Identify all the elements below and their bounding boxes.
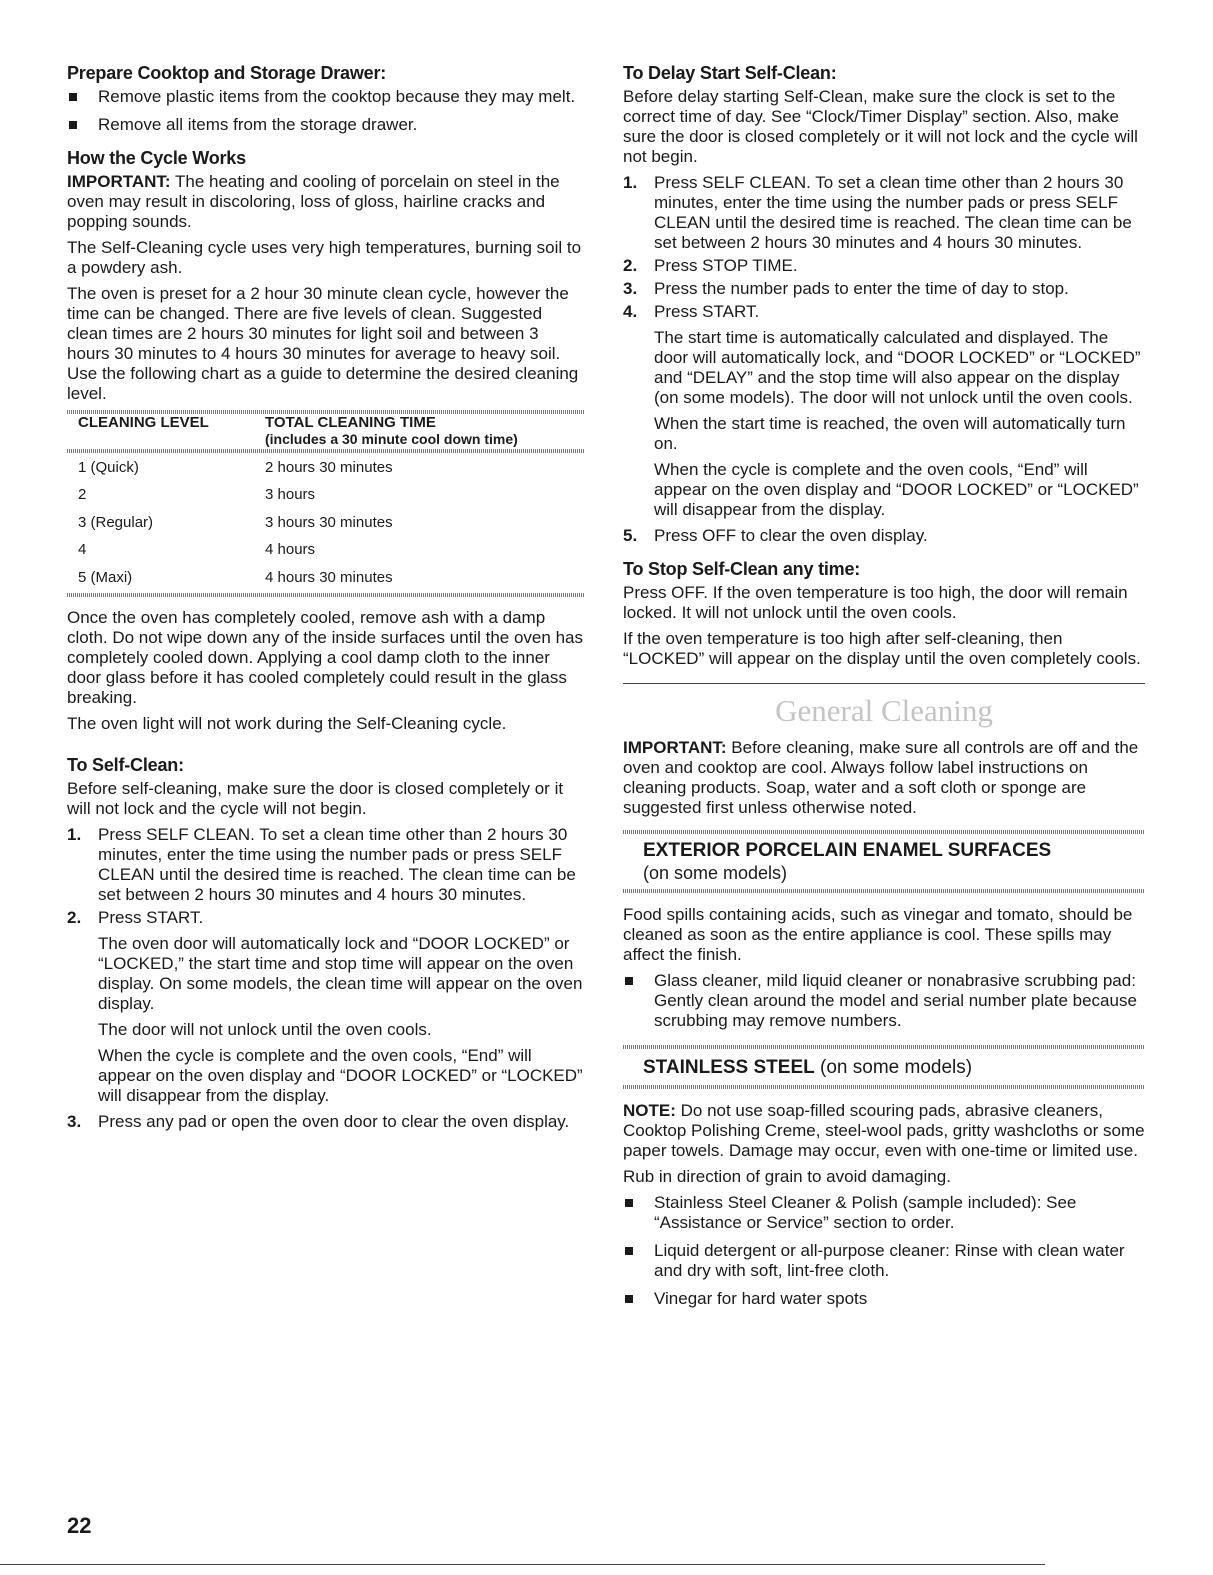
step-number: 4.	[623, 302, 638, 321]
prep-heading: Prepare Cooktop and Storage Drawer:	[67, 63, 387, 83]
step-text: Press SELF CLEAN. To set a clean time other than 2 hours 30 minutes, enter the time using the number pads or press SELF CLEAN until the desired time is reached. The clean time can be set between 2 hours 30 minutes and 4 hours 30 minutes.	[98, 824, 576, 904]
footer-rule	[0, 1564, 1045, 1565]
table-cell: 5 (Maxi)	[78, 568, 133, 586]
step-number: 2.	[623, 256, 638, 275]
bullet-square-icon	[625, 1199, 633, 1207]
table-cell: 4 hours	[265, 541, 316, 559]
step-text: Press START.	[98, 907, 204, 927]
prep-list	[67, 87, 585, 135]
note-text: Do not use soap-filled scouring pads, abrasive cleaners, Cooktop Polishing Creme, steel-wool pads, gritty washcloths or some paper towels. Damage may occur, even with one-time or limited use.	[623, 1101, 1145, 1160]
stop-heading: To Stop Self-Clean any time:	[623, 559, 861, 579]
step-item	[67, 825, 585, 905]
step-item	[623, 279, 1145, 299]
delay-heading: To Delay Start Self-Clean:	[623, 63, 837, 83]
step-number: 1.	[67, 824, 82, 844]
stainless-heading-note: (on some models)	[814, 1057, 973, 1078]
general-important	[623, 738, 1145, 818]
table-row	[67, 537, 585, 565]
after-paragraph: The oven light will not work during the Self-Cleaning cycle.	[67, 713, 507, 733]
stainless-bottom-rule	[623, 1085, 1145, 1089]
important-label: IMPORTANT:	[623, 738, 727, 757]
step-number: 5.	[623, 526, 638, 545]
important-label: IMPORTANT:	[67, 172, 171, 191]
cleaning-level-table	[67, 414, 585, 598]
stainless-note	[623, 1101, 1145, 1161]
step-detail: When the start time is reached, the oven will automatically turn on.	[654, 414, 1126, 453]
cycle-paragraph: The Self-Cleaning cycle uses very high temperatures, burning soil to a powdery ash.	[67, 238, 582, 277]
porcelain-list	[623, 971, 1145, 1031]
column-header-level: CLEANING LEVEL	[78, 414, 209, 431]
step-item	[623, 256, 1145, 276]
bullet-square-icon	[69, 121, 77, 129]
table-row	[67, 509, 585, 537]
step-item	[623, 526, 1145, 546]
list-item-text: Remove plastic items from the cooktop because they may melt.	[98, 87, 576, 106]
list-item	[67, 115, 585, 135]
porcelain-subheading: (on some models)	[643, 863, 788, 883]
list-item-text: Vinegar for hard water spots	[654, 1289, 868, 1308]
step-text: Press START.	[654, 302, 760, 321]
step-detail: When the cycle is complete and the oven cools, “End” will appear on the oven display and “DOOR LOCKED” or “LOCKED” will disappear from the display.	[654, 460, 1139, 519]
porcelain-heading: EXTERIOR PORCELAIN ENAMEL SURFACES	[643, 840, 1052, 861]
step-item	[623, 302, 1145, 520]
cycle-important	[67, 172, 585, 232]
important-text: Before cleaning, make sure all controls are off and the oven and cooktop are cool. Always follow label instructions on cleaning products. Soap, water and a soft cloth or sponge are suggested first unless otherwise noted.	[623, 738, 1139, 817]
stainless-top-rule	[623, 1045, 1145, 1049]
step-text: Press any pad or open the oven door to clear the oven display.	[98, 1111, 570, 1131]
list-item-text: Stainless Steel Cleaner & Polish (sample included): See “Assistance or Service” section to order.	[654, 1193, 1077, 1232]
step-item	[623, 173, 1145, 253]
cycle-paragraph: The oven is preset for a 2 hour 30 minute clean cycle, however the time can be changed. There are five levels of clean. Suggested clean times are 2 hours 30 minutes for light soil and between 3 hours 30 minutes to 4 hours 30 minutes for average to heavy soil. Use the following chart as a guide to determine the desired cleaning level.	[67, 284, 579, 403]
table-cell: 3 hours	[265, 486, 316, 504]
list-item-text: Glass cleaner, mild liquid cleaner or nonabrasive scrubbing pad: Gently clean around the model and serial number plate because scrubbing may remove numbers.	[654, 971, 1137, 1030]
self-clean-heading: To Self-Clean:	[67, 754, 184, 775]
step-text: Press the number pads to enter the time of day to stop.	[654, 279, 1069, 298]
delay-intro: Before delay starting Self-Clean, make sure the clock is set to the correct time of day. See “Clock/Timer Display” section. Also, make sure the door is closed completely or it will not lock and the cycle will not begin.	[623, 87, 1138, 166]
step-item	[67, 908, 585, 1106]
bullet-square-icon	[69, 93, 77, 101]
table-cell: 1 (Quick)	[78, 458, 139, 476]
column-header-subtext: (includes a 30 minute cool down time)	[265, 431, 518, 447]
step-number: 3.	[67, 1111, 82, 1131]
porcelain-bottom-rule	[623, 889, 1145, 893]
step-item	[67, 1112, 585, 1132]
table-row	[67, 482, 585, 510]
bullet-square-icon	[625, 1247, 633, 1255]
table-bottom-rule	[67, 593, 585, 597]
table-row	[67, 564, 585, 592]
stop-paragraph: Press OFF. If the oven temperature is too high, the door will remain locked. It will not unlock until the oven cools.	[623, 583, 1128, 622]
self-clean-steps	[67, 825, 585, 1132]
general-cleaning-title: General Cleaning	[775, 693, 993, 728]
bullet-square-icon	[625, 977, 633, 985]
left-column	[67, 62, 585, 1138]
stop-paragraph: If the oven temperature is too high after self-cleaning, then “LOCKED” will appear on the display until the oven completely cools.	[623, 629, 1141, 668]
cycle-heading: How the Cycle Works	[67, 148, 246, 168]
stainless-list	[623, 1193, 1145, 1309]
table-header-row	[67, 414, 585, 448]
section-divider	[623, 683, 1145, 684]
step-number: 1.	[623, 173, 638, 192]
list-item	[623, 971, 1145, 1031]
delay-steps	[623, 173, 1145, 546]
right-column	[623, 62, 1145, 1321]
step-detail: The oven door will automatically lock and “DOOR LOCKED” or “LOCKED,” the start time and stop time will appear on the oven display. On some models, the clean time will appear on the oven display.	[98, 933, 583, 1013]
step-text: Press SELF CLEAN. To set a clean time other than 2 hours 30 minutes, enter the time using the number pads or press SELF CLEAN until the desired time is reached. The clean time can be set between 2 hours 30 minutes and 4 hours 30 minutes.	[654, 173, 1132, 252]
porcelain-paragraph: Food spills containing acids, such as vinegar and tomato, should be cleaned as soon as the entire appliance is cool. These spills may affect the finish.	[623, 905, 1133, 964]
table-cell: 4 hours 30 minutes	[265, 568, 393, 586]
column-header-time: TOTAL CLEANING TIME (includes a 30 minute cool down time)	[254, 414, 585, 448]
important-text: The heating and cooling of porcelain on steel in the oven may result in discoloring, loss of gloss, hairline cracks and popping sounds.	[67, 172, 560, 231]
table-cell: 3 (Regular)	[78, 513, 154, 531]
table-cell: 3 hours 30 minutes	[265, 513, 393, 531]
stainless-paragraph: Rub in direction of grain to avoid damaging.	[623, 1167, 951, 1186]
step-text: Press OFF to clear the oven display.	[654, 526, 928, 545]
list-item	[623, 1193, 1145, 1233]
note-label: NOTE:	[623, 1101, 676, 1120]
table-row	[67, 454, 585, 482]
list-item	[623, 1289, 1145, 1309]
step-detail: The door will not unlock until the oven cools.	[98, 1019, 432, 1039]
after-paragraph: Once the oven has completely cooled, remove ash with a damp cloth. Do not wipe down any of the inside surfaces until the oven has completely cooled down. Applying a cool damp cloth to the inner door glass before it has cooled completely could result in the glass breaking.	[67, 607, 583, 707]
step-text: Press STOP TIME.	[654, 256, 798, 275]
step-number: 2.	[67, 907, 82, 927]
list-item	[623, 1241, 1145, 1281]
table-cell: 2 hours 30 minutes	[265, 458, 393, 476]
porcelain-top-rule	[623, 830, 1145, 834]
table-cell: 4	[78, 541, 87, 559]
bullet-square-icon	[625, 1295, 633, 1303]
list-item-text: Liquid detergent or all-purpose cleaner: Rinse with clean water and dry with soft, lint-free cloth.	[654, 1241, 1125, 1280]
step-detail: The start time is automatically calculated and displayed. The door will automatically lock, and “DOOR LOCKED” or “LOCKED” and “DELAY” and the stop time will also appear on the display (on some models). The door will not unlock until the oven cools.	[654, 328, 1141, 407]
step-detail: When the cycle is complete and the oven cools, “End” will appear on the oven display and “DOOR LOCKED” or “LOCKED” will disappear from the display.	[98, 1045, 583, 1105]
stainless-heading: STAINLESS STEEL (on some models)	[643, 1057, 973, 1078]
step-number: 3.	[623, 279, 638, 298]
list-item	[67, 87, 585, 107]
self-clean-intro: Before self-cleaning, make sure the door is closed completely or it will not lock and the cycle will not begin.	[67, 778, 564, 818]
table-header-rule	[67, 449, 585, 453]
page-number: 22	[67, 1513, 92, 1538]
table-cell: 2	[78, 486, 87, 504]
list-item-text: Remove all items from the storage drawer.	[98, 115, 418, 134]
